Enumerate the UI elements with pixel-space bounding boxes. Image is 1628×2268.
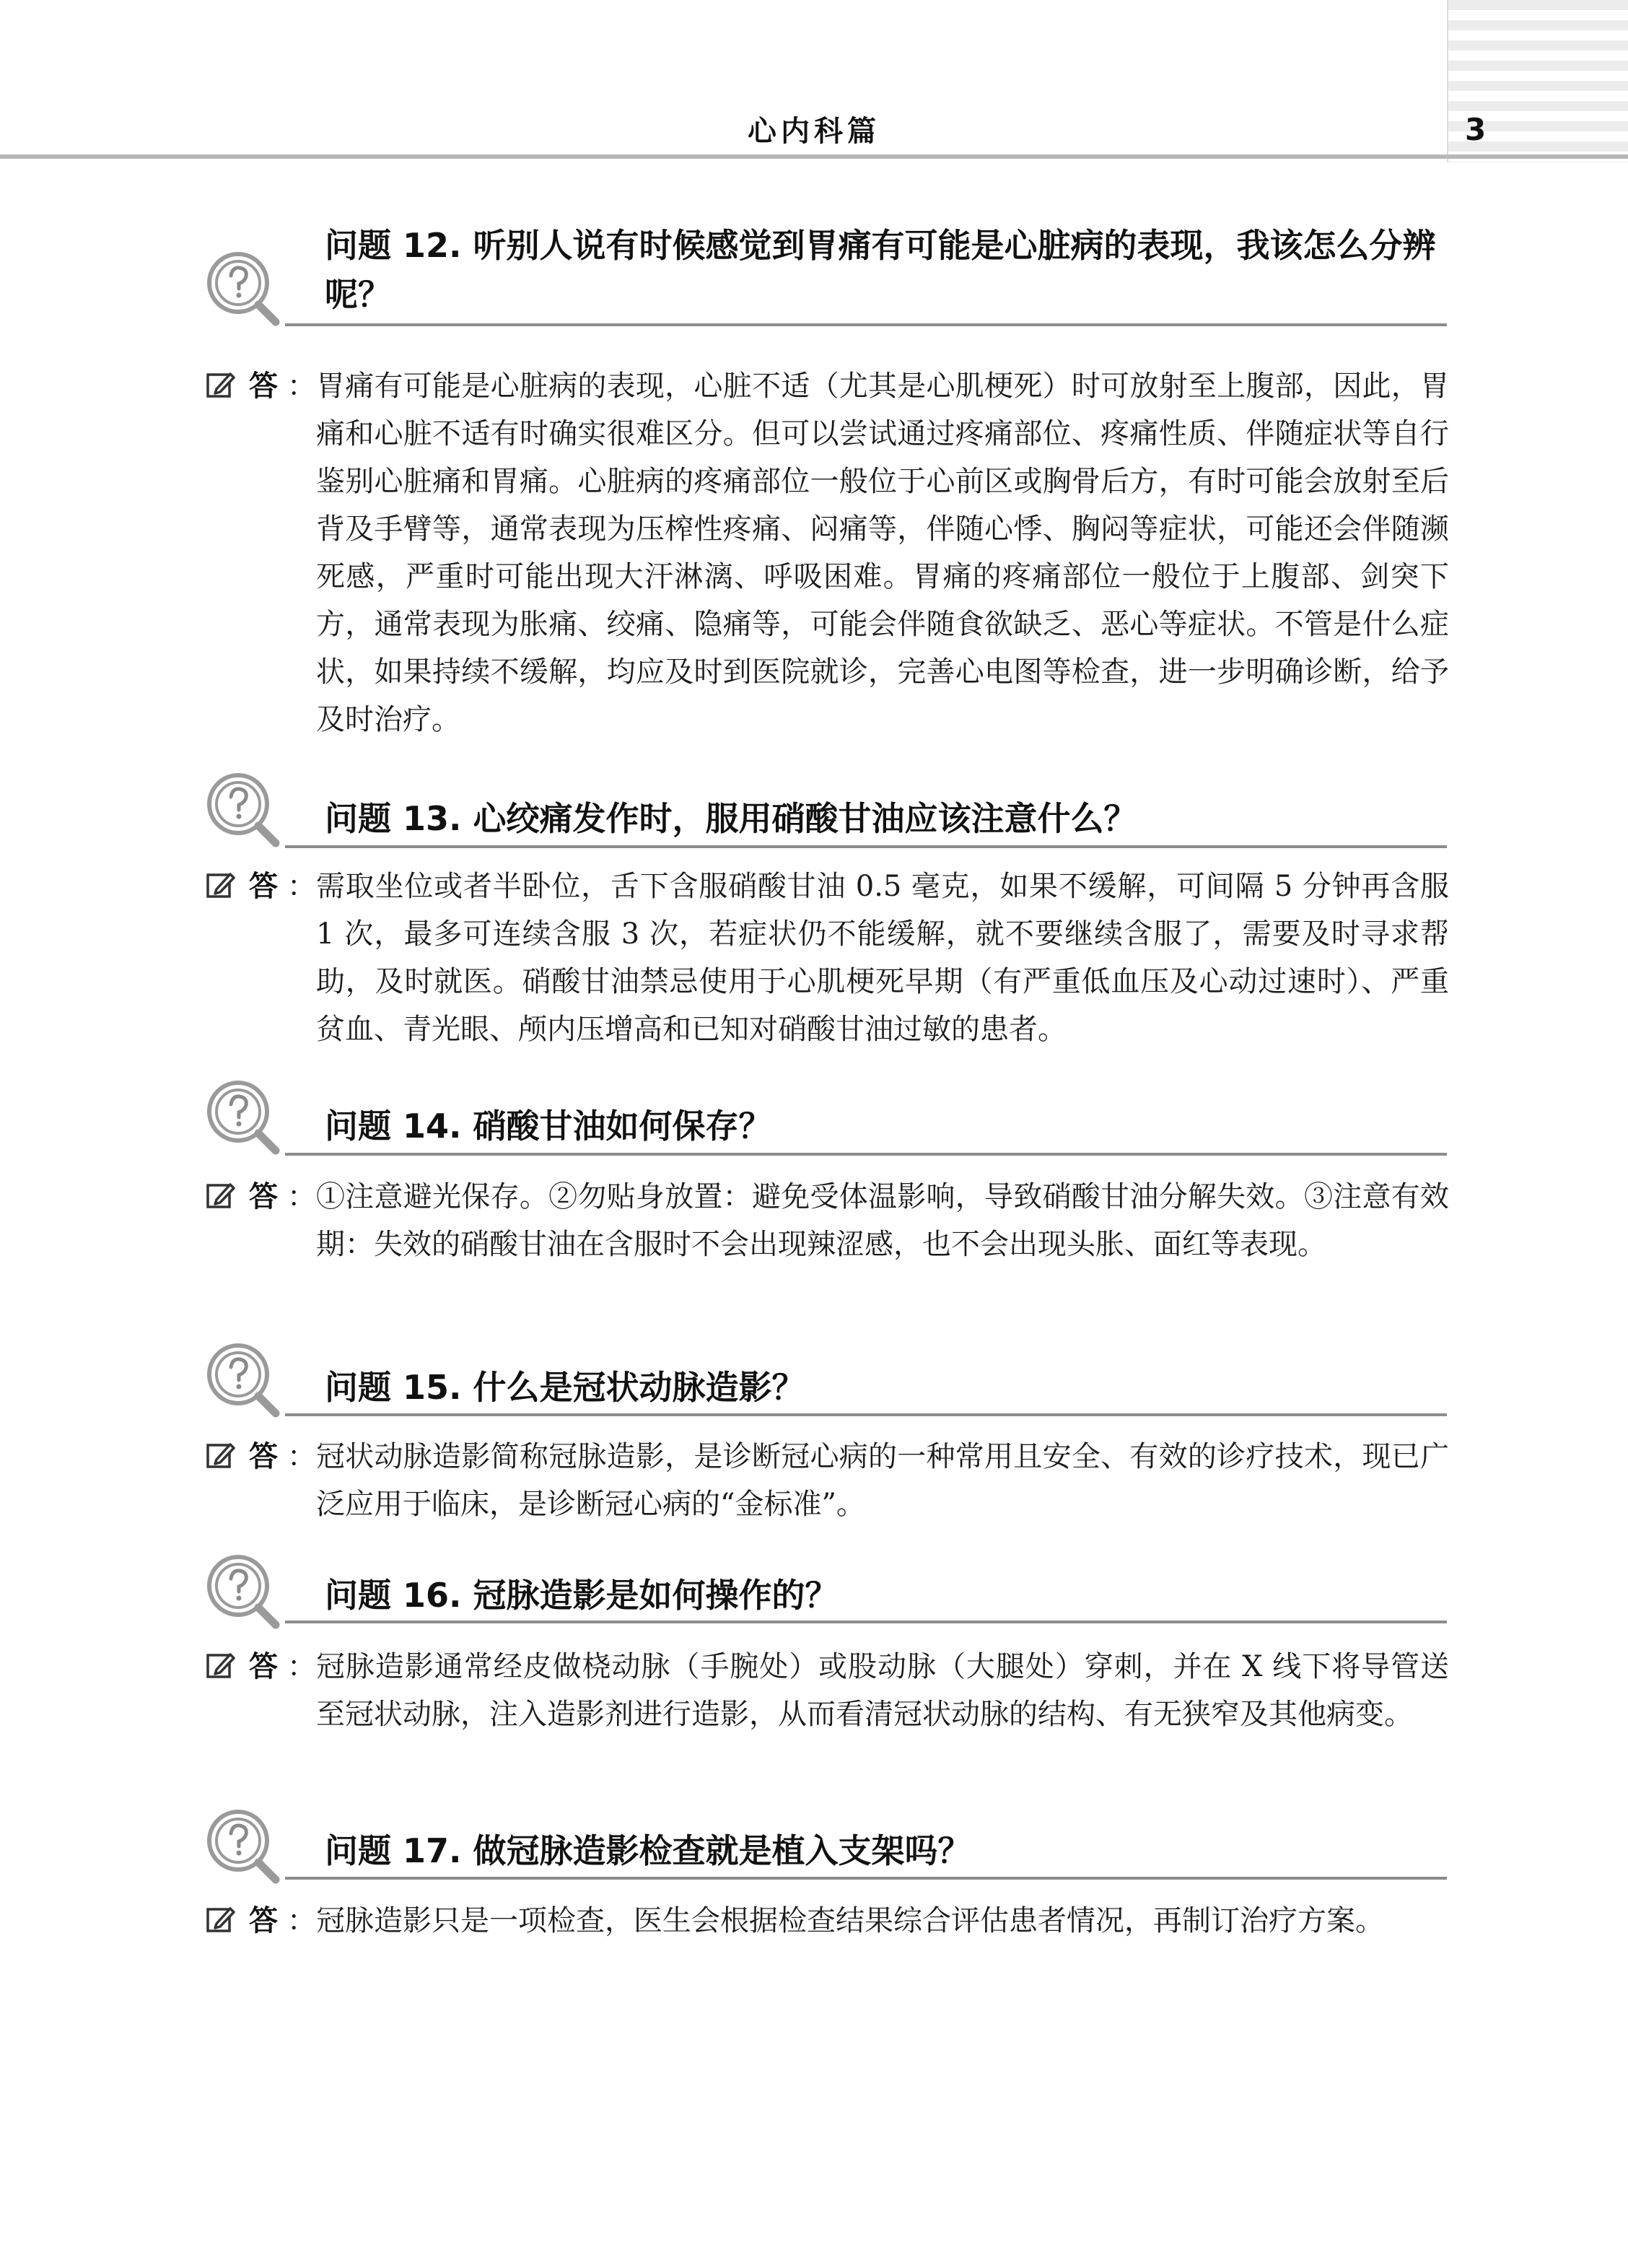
answer-text: 冠状动脉造影简称冠脉造影，是诊断冠心病的一种常用且安全、有效的诊疗技术，现已广泛应用于临床，是诊断冠心病的“金标准”。 — [316, 1440, 1449, 1521]
magnifier-question-icon — [196, 245, 290, 332]
answer-colon: ： — [287, 870, 316, 903]
edit-note-icon — [206, 370, 236, 400]
question-rule — [285, 1621, 1447, 1623]
question-title: 问题 12. 听别人说有时候感觉到胃痛有可能是心脏病的表现，我该怎么分辨呢？ — [325, 226, 1436, 314]
magnifier-question-icon — [196, 1074, 290, 1161]
answer-label: 答 — [249, 1904, 278, 1937]
answer-label: 答 — [249, 1180, 278, 1213]
answer-colon: ： — [287, 1440, 316, 1473]
magnifier-question-icon — [196, 767, 290, 853]
answer-label: 答 — [249, 370, 278, 403]
question-rule — [285, 1413, 1447, 1416]
question-title: 问题 14. 硝酸甘油如何保存？ — [325, 1107, 772, 1146]
question-title: 问题 17. 做冠脉造影检查就是植入支架吗？ — [325, 1831, 971, 1870]
answer-text: 需取坐位或者半卧位，舌下含服硝酸甘油 0.5 毫克，如果不缓解，可间隔 5 分钟再含服 1 次，最多可连续含服 3 次，若症状仍不能缓解，就不要继续含服了，需要及时寻求帮助，及时就医。硝酸甘油禁忌使用于心肌梗死早期（有严重低血压及心动过速时）、严重贫血、青光眼、颅内压增高和已知对硝酸甘油过敏的患者。 — [316, 870, 1449, 1046]
answer-colon: ： — [287, 1904, 316, 1937]
edit-note-icon — [206, 1180, 236, 1211]
header-rule — [0, 154, 1628, 159]
edit-note-icon — [206, 1650, 236, 1680]
answer-colon: ： — [287, 1180, 316, 1213]
edit-note-icon — [206, 870, 236, 900]
edit-note-icon — [206, 1904, 236, 1935]
question-title: 问题 16. 冠脉造影是如何操作的？ — [325, 1576, 839, 1615]
answer-colon: ： — [287, 1650, 316, 1683]
magnifier-question-icon — [196, 1803, 290, 1890]
answer-text: 冠脉造影只是一项检查，医生会根据检查结果综合评估患者情况，再制订治疗方案。 — [316, 1904, 1384, 1937]
question-rule — [285, 1153, 1447, 1156]
page-number: 3 — [1465, 112, 1487, 147]
edit-note-icon — [206, 1440, 236, 1470]
answer-text: ①注意避光保存。②勿贴身放置：避免受体温影响，导致硝酸甘油分解失效。③注意有效期：失效的硝酸甘油在含服时不会出现辣涩感，也不会出现头胀、面红等表现。 — [316, 1180, 1449, 1261]
page-header — [0, 0, 1628, 162]
question-title: 问题 13. 心绞痛发作时，服用硝酸甘油应该注意什么？ — [325, 799, 1137, 838]
page-title: 心内科篇 — [748, 115, 880, 148]
answer-text: 胃痛有可能是心脏病的表现，心脏不适（尤其是心肌梗死）时可放射至上腹部，因此，胃痛和心脏不适有时确实很难区分。但可以尝试通过疼痛部位、疼痛性质、伴随症状等自行鉴别心脏痛和胃痛。心脏病的疼痛部位一般位于心前区或胸骨后方，有时可能会放射至后背及手臂等，通常表现为压榨性疼痛、闷痛等，伴随心悸、胸闷等症状，可能还会伴随濒死感，严重时可能出现大汗淋漓、呼吸困难。胃痛的疼痛部位一般位于上腹部、剑突下方，通常表现为胀痛、绞痛、隐痛等，可能会伴随食欲缺乏、恶心等症状。不管是什么症状，如果持续不缓解，均应及时到医院就诊，完善心电图等检查，进一步明确诊断，给予及时治疗。 — [316, 370, 1449, 736]
magnifier-question-icon — [196, 1337, 290, 1423]
question-rule — [285, 1877, 1447, 1880]
magnifier-question-icon — [196, 1548, 290, 1635]
question-rule — [285, 323, 1447, 326]
question-title: 问题 15. 什么是冠状动脉造影？ — [325, 1368, 805, 1407]
answer-colon: ： — [287, 370, 316, 403]
answer-text: 冠脉造影通常经皮做桡动脉（手腕处）或股动脉（大腿处）穿刺，并在 X 线下将导管送至冠状动脉，注入造影剂进行造影，从而看清冠状动脉的结构、有无狭窄及其他病变。 — [316, 1650, 1449, 1731]
answer-label: 答 — [249, 1440, 278, 1473]
answer-label: 答 — [249, 870, 278, 903]
answer-label: 答 — [249, 1650, 278, 1683]
question-rule — [285, 845, 1447, 848]
